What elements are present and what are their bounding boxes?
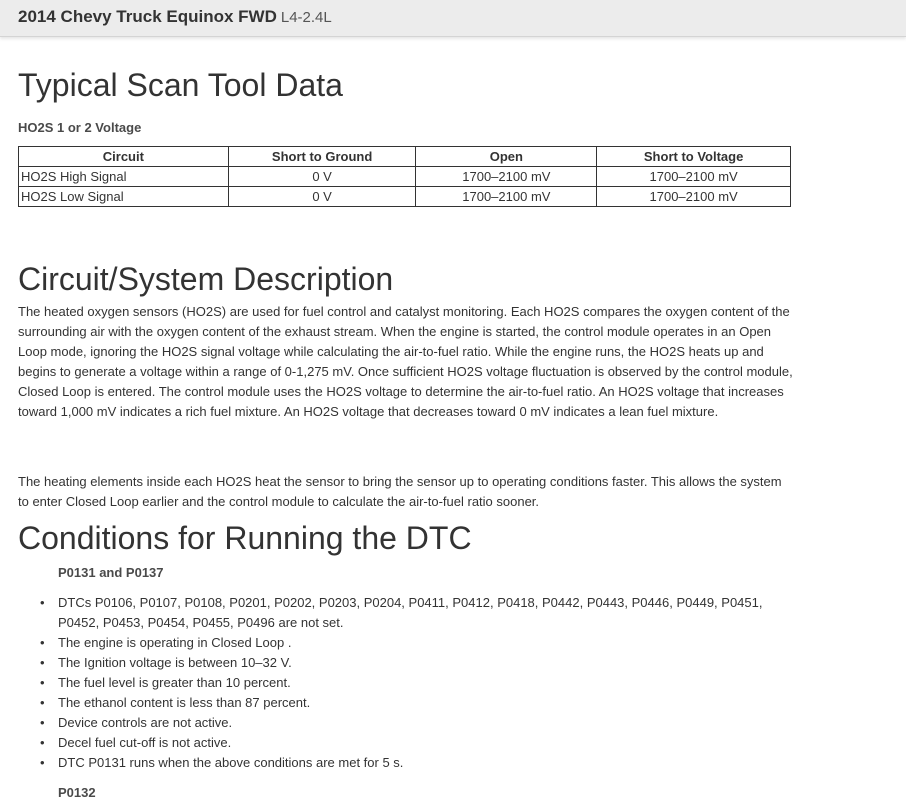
- list-item-text: The ethanol content is less than 87 percent.: [58, 695, 311, 710]
- bullet-icon: •: [40, 715, 45, 730]
- list-item: [40, 653, 788, 673]
- table-cell: HO2S Low Signal: [19, 187, 229, 207]
- list-item-text: DTCs P0106, P0107, P0108, P0201, P0202, P0203, P0204, P0411, P0412, P0418, P0442, P0443, P0446, P0449, P0451, P0452, P0453, P0454, P0455, P0496 are not set.: [58, 595, 763, 630]
- conditions-group-label: P0131 and P0137: [58, 565, 164, 580]
- list-item-text: DTC P0131 runs when the above conditions are met for 5 s.: [58, 755, 404, 770]
- scan-tool-subheading: HO2S 1 or 2 Voltage: [18, 120, 142, 135]
- table-row: [19, 187, 791, 207]
- table-cell: 0 V: [228, 167, 416, 187]
- table-cell: 1700–2100 mV: [597, 187, 791, 207]
- list-item: [40, 753, 788, 773]
- scan-tool-table: [18, 146, 791, 207]
- table-cell: 0 V: [228, 187, 416, 207]
- engine-label: L4-2.4L: [280, 9, 332, 26]
- list-item: [40, 593, 788, 633]
- description-paragraph: The heating elements inside each HO2S heat the sensor to bring the sensor up to operating conditions faster. This allows the system to enter Closed Loop earlier and the control module to calculate the air-to-fuel ratio sooner.: [18, 474, 782, 509]
- table-cell: 1700–2100 mV: [597, 167, 791, 187]
- conditions-list: [40, 593, 788, 773]
- vehicle-name: 2014 Chevy Truck Equinox FWD: [18, 7, 277, 26]
- list-item-text: The engine is operating in Closed Loop .: [58, 635, 292, 650]
- table-cell: HO2S High Signal: [19, 167, 229, 187]
- list-item: [40, 693, 788, 713]
- bullet-icon: •: [40, 655, 45, 670]
- column-header: Circuit: [19, 147, 229, 167]
- list-item-text: Device controls are not active.: [58, 715, 233, 730]
- bullet-icon: •: [40, 755, 45, 770]
- bullet-icon: •: [40, 675, 45, 690]
- bullet-icon: •: [40, 735, 45, 750]
- list-item: [40, 733, 788, 753]
- bullet-icon: •: [40, 635, 45, 650]
- list-item-text: Decel fuel cut-off is not active.: [58, 735, 232, 750]
- list-item: [40, 713, 788, 733]
- vehicle-header-bar: [0, 0, 906, 37]
- conditions-group-label: P0132: [58, 785, 96, 800]
- list-item: [40, 673, 788, 693]
- list-item-text: The Ignition voltage is between 10–32 V.: [58, 655, 292, 670]
- column-header: Short to Voltage: [597, 147, 791, 167]
- bullet-icon: •: [40, 695, 45, 710]
- table-header-row: [19, 147, 791, 167]
- list-item: [40, 633, 788, 653]
- description-paragraph: The heated oxygen sensors (HO2S) are used for fuel control and catalyst monitoring. Each HO2S compares the oxygen content of the surrounding air with the oxygen content of the exhaust stream. When the engine is started, the control module operates in an Open Loop mode, ignoring the HO2S signal voltage while calculating the air-to-fuel ratio. While the engine runs, the HO2S heats up and begins to generate a voltage within a range of 0-1,275 mV. Once sufficient HO2S voltage fluctuation is observed by the control module, Closed Loop is entered. The control module uses the HO2S voltage to determine the air-to-fuel ratio. An HO2S voltage that increases toward 1,000 mV indicates a rich fuel mixture. An HO2S voltage that decreases toward 0 mV indicates a lean fuel mixture.: [18, 304, 793, 419]
- scan-tool-heading: Typical Scan Tool Data: [18, 67, 343, 103]
- conditions-heading: Conditions for Running the DTC: [18, 520, 472, 556]
- column-header: Open: [416, 147, 597, 167]
- list-item-text: The fuel level is greater than 10 percent.: [58, 675, 291, 690]
- column-header: Short to Ground: [228, 147, 416, 167]
- table-cell: 1700–2100 mV: [416, 167, 597, 187]
- table-row: [19, 167, 791, 187]
- description-heading: Circuit/System Description: [18, 261, 394, 297]
- bullet-icon: •: [40, 595, 45, 610]
- vehicle-title: [18, 7, 332, 27]
- table-cell: 1700–2100 mV: [416, 187, 597, 207]
